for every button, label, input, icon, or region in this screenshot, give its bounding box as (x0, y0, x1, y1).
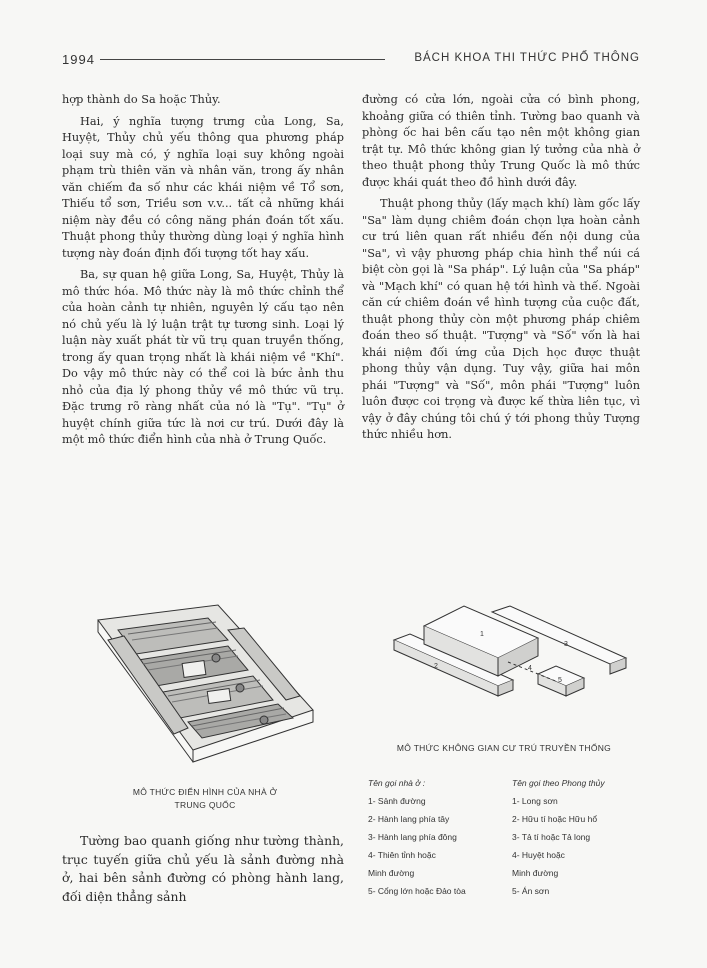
legend-item: Minh đường (512, 868, 559, 878)
paragraph: Thuật phong thủy (lấy mạch khí) làm gốc lấy "Sa" làm dụng chiêm đoán chọn lựa hoàn cảnh cư trú liên quan rất nhiều đến nội dung của "Sa", vì vậy phương pháp chia hình thể núi cá biệt còn gọi là "Sa pháp". Lý luận của "Sa pháp" và "Mạch khí" có quan hệ tới hình và thế. Ngoài căn cứ chiêm đoán về hình tượng của cuộc đất, thuật phong thủy còn một phương pháp chiêm đoán theo số thuật. "Tượng" và "Số" vốn là hai khái niệm đối ứng của Dịch học được thuật phong thủy vận dụng. Tuy vậy, giữa hai môn phái "Tượng" và "Số", môn phái "Tượng" luôn luôn được coi trọng và được kế thừa liên tục, vì vậy ở đây chúng tôi chú ý tới phong thủy Tượng thức nhiều hơn. (362, 197, 640, 441)
page-number: 1994 (62, 52, 95, 67)
paragraph: Tường bao quanh giống như tường thành, trục tuyến giữa chủ yếu là sảnh đường nhà ở, hai bên sảnh đường có phòng hành lang, đối diện thẳng sảnh (62, 833, 344, 904)
legend-fengshui-names (512, 774, 640, 900)
legend-header: Tên gọi nhà ở : (368, 778, 426, 788)
running-header (62, 52, 640, 72)
legend-item: 3- Tả tí hoặc Tả long (512, 832, 591, 842)
legend-item: 4- Huyệt hoặc (512, 850, 565, 860)
header-rule (100, 59, 385, 60)
courtyard-house-illustration (88, 600, 328, 770)
right-column (362, 92, 640, 449)
paragraph: hợp thành do Sa hoặc Thủy. (62, 93, 221, 106)
paragraph: đường có cửa lớn, ngoài cửa có bình phong, khoảng giữa có thiên tỉnh. Tường bao quanh và phòng ốc hai bên cấu tạo nên một không gian trật tự. Mô thức không gian lý tưởng của nhà ở theo thuật phong thủy Trung Quốc là mô thức được khái quát theo đồ hình dưới đây. (362, 93, 640, 189)
block-label-5: 5 (558, 677, 562, 684)
legend-item: Minh đường (368, 868, 415, 878)
left-figure-caption (100, 786, 310, 812)
paragraph: Ba, sự quan hệ giữa Long, Sa, Huyệt, Thủy là mô thức hóa. Mô thức này là mô thức chỉnh thể của hoàn cảnh tự nhiên, nguyên lý cấu tạo nên nó chủ yếu là lý luận trật tự tương sinh. Loại lý luận này xuất phát từ vũ trụ quan truyền thống, trong ấy quan trọng nhất là khái niệm về "Khí". Do vậy mô thức này có thể coi là bức ảnh thu nhỏ của địa lý phong thủy về mô thức vũ trụ. Đặc trưng rõ ràng nhất của nó là "Tụ". "Tụ" ở huyệt chính giữa tức là nơi cư trú. Dưới đây là một mô thức điển hình của nhà ở Trung Quốc. (62, 268, 344, 446)
block-label-3: 3 (564, 641, 568, 648)
legend-item: 3- Hành lang phía đông (368, 832, 457, 842)
block-label-1: 1 (480, 631, 484, 638)
legend-item: 1- Sảnh đường (368, 796, 426, 806)
block-diagram (388, 598, 628, 708)
spatial-layout-diagram (388, 598, 628, 708)
left-column (62, 92, 344, 454)
legend-house-names (368, 774, 506, 900)
legend-item: 2- Hành lang phía tây (368, 814, 450, 824)
bottom-column (62, 832, 344, 911)
block-label-2: 2 (434, 663, 438, 670)
right-figure-caption: MÔ THỨC KHÔNG GIAN CƯ TRÚ TRUYỀN THỐNG (396, 743, 612, 753)
legend-item: 4- Thiên tỉnh hoặc (368, 850, 436, 860)
caption-line: MÔ THỨC ĐIỂN HÌNH CỦA NHÀ Ở (132, 787, 278, 797)
legend-item: 5- Cổng lớn hoặc Đảo tòa (368, 886, 466, 896)
courtyard-house-sketch (88, 600, 328, 770)
legend-item: 2- Hữu tí hoặc Hữu hổ (512, 814, 598, 824)
legend-item: 1- Long sơn (512, 796, 558, 806)
caption-line: TRUNG QUỐC (174, 800, 236, 810)
paragraph: Hai, ý nghĩa tượng trưng của Long, Sa, Huyệt, Thủy chủ yếu thông qua phương pháp loại suy mà có, ý nghĩa loại suy không ngoài phạm trù thiên văn và nhân văn, trong ấy nhân văn chiếm đa số như các khái niệm về Tổ sơn, Thiếu tổ sơn, Triều sơn v.v... tất cả những khái niệm này đều có công năng phán đoán tốt xấu. Thuật phong thủy thường dùng loại ý nghĩa hình tượng này đoán định đối tượng tốt hay xấu. (62, 114, 344, 260)
legend-item: 5- Án sơn (512, 886, 550, 896)
legend-header: Tên gọi theo Phong thủy (512, 778, 605, 788)
running-title: BÁCH KHOA THI THỨC PHỔ THÔNG (414, 52, 640, 64)
block-label-4: 4 (528, 665, 532, 672)
